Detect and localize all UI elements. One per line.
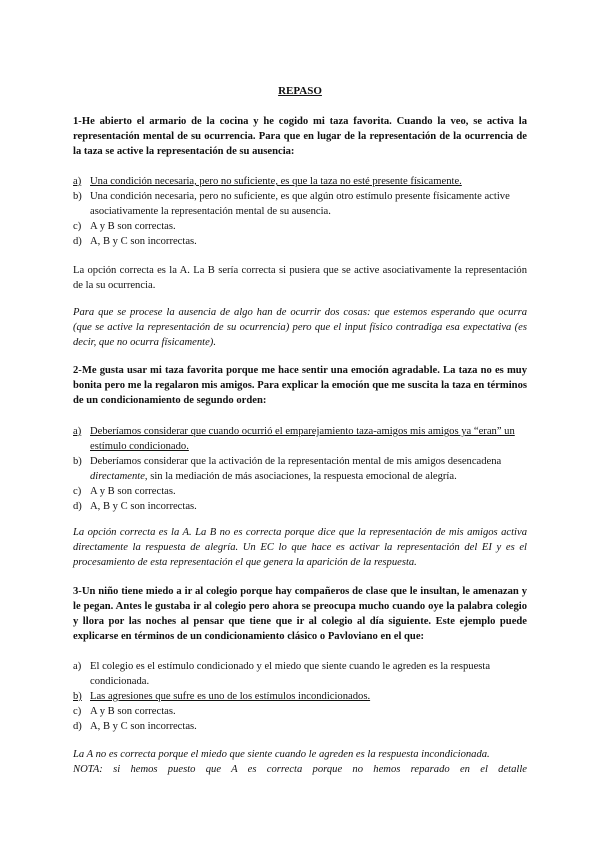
option-label: c) bbox=[73, 221, 82, 232]
q1-explanation: La opción correcta es la A. La B sería correcta si pusiera que se active asociativamente la representación de la su ocurrencia. bbox=[73, 265, 527, 291]
option-label: d) bbox=[73, 236, 82, 247]
option-text: Deberíamos considerar que la activación de la representación mental de mis amigos desencadena directamente, sin la mediación de más asociaciones, la respuesta emocional de alegría. bbox=[90, 456, 502, 482]
q1-option-d bbox=[73, 234, 527, 249]
q3-explanation-line-1: La A no es correcta porque el miedo que siente cuando le agreden es la respuesta incondicionada. bbox=[73, 749, 490, 760]
option-label: d) bbox=[73, 721, 82, 732]
option-text: Una condición necesaria, pero no suficiente, es que la taza no esté presente físicamente. bbox=[90, 176, 462, 187]
option-text: A y B son correctas. bbox=[90, 486, 176, 497]
q3-option-b bbox=[73, 689, 527, 704]
q1-note: Para que se procese la ausencia de algo han de ocurrir dos cosas: que estemos esperando que ocurra (que se active la representación de su ocurrencia) pero que el input físico contradiga esa expectativa (es decir, que no ocurra físicamente). bbox=[73, 307, 527, 348]
option-text: Una condición necesaria, pero no suficiente, es que algún otro estímulo presente físicamente active asociativamente la representación mental de su ausencia. bbox=[90, 191, 510, 217]
option-label: c) bbox=[73, 486, 82, 497]
question-2: 2-Me gusta usar mi taza favorita porque me hace sentir una emoción agradable. La taza no es muy bonita pero me la regalaron mis amigos. Para explicar la emoción que me suscita la taza en términos de un condicionamiento de segundo orden: bbox=[73, 365, 527, 406]
option-text: Las agresiones que sufre es uno de los estímulos incondicionados. bbox=[90, 691, 371, 702]
option-text: A y B son correctas. bbox=[90, 706, 176, 717]
option-text: A, B y C son incorrectas. bbox=[90, 721, 197, 732]
page-title: REPASO bbox=[278, 85, 322, 97]
q1-option-b bbox=[73, 189, 527, 219]
q2-option-b bbox=[73, 454, 527, 484]
q1-option-c bbox=[73, 219, 527, 234]
q1-option-a bbox=[73, 174, 527, 189]
option-label: a) bbox=[73, 426, 82, 437]
option-label: a) bbox=[73, 176, 82, 187]
q3-explanation-line-2: NOTA: si hemos puesto que A es correcta porque no hemos reparado en el detalle bbox=[73, 764, 527, 775]
option-label: b) bbox=[73, 456, 82, 467]
option-label: a) bbox=[73, 661, 82, 672]
q2-option-a bbox=[73, 424, 527, 454]
option-label: d) bbox=[73, 501, 82, 512]
option-text: A y B son correctas. bbox=[90, 221, 176, 232]
q3-option-c bbox=[73, 704, 527, 719]
question-1: 1-He abierto el armario de la cocina y he cogido mi taza favorita. Cuando la veo, se activa la representación mental de su ocurrencia. Para que en lugar de la representación de la ocurrencia de la taza se active la representación de su ausencia: bbox=[73, 116, 527, 157]
q3-option-d bbox=[73, 719, 527, 734]
q2-option-c bbox=[73, 484, 527, 499]
q2-explanation: La opción correcta es la A. La B no es correcta porque dice que la representación de mis amigos activa directamente la respuesta de alegría. Un EC lo que hace es activar la representación del EI y es el procesamiento de esta representación el que genera la aparición de la respuesta. bbox=[73, 527, 527, 568]
option-label: c) bbox=[73, 706, 82, 717]
option-text: A, B y C son incorrectas. bbox=[90, 501, 197, 512]
option-label: b) bbox=[73, 191, 82, 202]
option-text: A, B y C son incorrectas. bbox=[90, 236, 197, 247]
option-text: Deberíamos considerar que cuando ocurrió el emparejamiento taza-amigos mis amigos ya “eran” un estímulo condicionado. bbox=[90, 426, 515, 452]
question-3: 3-Un niño tiene miedo a ir al colegio porque hay compañeros de clase que le insultan, le amenazan y le pegan. Antes le gustaba ir al colegio pero ahora se preocupa mucho cuando oye la palabra colegio y llora por las noches al pensar que tiene que ir al colegio al día siguiente. Este ejemplo puede explicarse en términos de un condicionamiento clásico o Pavloviano en el que: bbox=[73, 586, 527, 642]
option-text: El colegio es el estímulo condicionado y el miedo que siente cuando le agreden es la respuesta condicionada. bbox=[90, 661, 491, 687]
q3-option-a bbox=[73, 659, 527, 689]
emphasis-text: directamente bbox=[90, 471, 145, 482]
option-label: b) bbox=[73, 691, 82, 702]
q2-option-d bbox=[73, 499, 527, 514]
q3-explanation bbox=[73, 747, 527, 777]
